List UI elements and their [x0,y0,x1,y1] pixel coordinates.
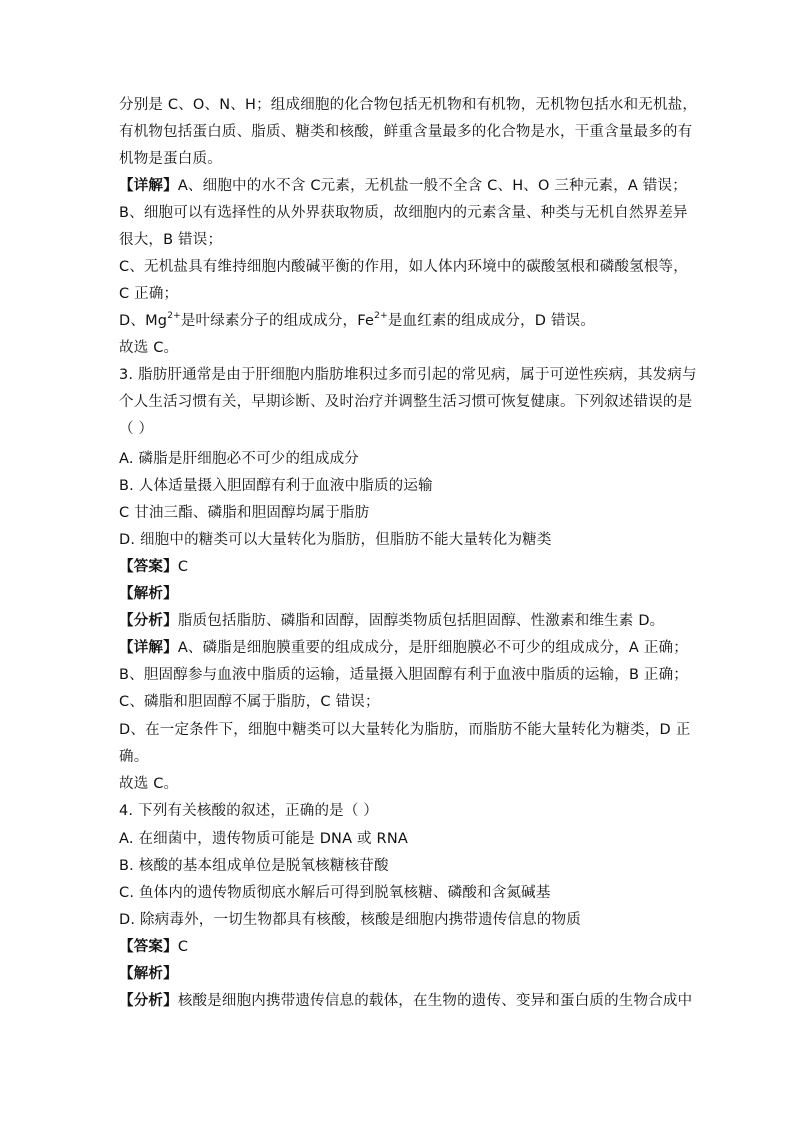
option-c: C. 鱼体内的遗传物质彻底水解后可得到脱氧核糖、磷酸和含氮碱基 [119,885,551,901]
section-label: 【分析】 [119,613,178,629]
question-3-stem: （ ） [119,421,154,437]
section-label: 【详解】 [119,178,178,194]
option-a: A. 在细菌中，遗传物质可能是 DNA 或 RNA [119,831,408,847]
detail-line: 【详解】A、细胞中的水不含 C元素，无机盐一般不全含 C、H、O 三种元素，A 错误； [119,178,687,194]
analysis-heading [119,964,178,984]
text-line: 很大，B 错误； [119,232,223,248]
section-label: 【答案】 [119,559,178,575]
analysis-heading [119,584,178,604]
analysis-line: 【分析】核酸是细胞内携带遗传信息的载体，在生物的遗传、变异和蛋白质的生物合成中 [119,993,693,1009]
text-line: C、无机盐具有维持细胞内酸碱平衡的作用，如人体内环境中的碳酸氢根和磷酸氢根等， [119,259,688,275]
option-d: D. 除病毒外，一切生物都具有核酸，核酸是细胞内携带遗传信息的物质 [119,912,581,928]
text-line: B、胆固醇参与血液中脂质的运输，适量摄入胆固醇有利于血液中脂质的运输，B 正确； [119,667,689,683]
section-label: 【详解】 [119,640,178,656]
option-a: A. 磷脂是肝细胞必不可少的组成成分 [119,451,359,467]
option-d: D. 细胞中的糖类可以大量转化为脂肪，但脂肪不能大量转化为糖类 [119,532,552,548]
text-line: 机物是蛋白质。 [119,151,222,167]
text-line: B、细胞可以有选择性的从外界获取物质，故细胞内的元素含量、种类与无机自然界差异 [119,205,688,221]
question-3-stem: 3. 脂肪肝通常是由于肝细胞内脂肪堆积过多而引起的常见病，属于可逆性疾病，其发病与 [119,367,697,383]
option-b: B. 核酸的基本组成单位是脱氧核糖核苷酸 [119,858,389,874]
analysis-line: 【分析】脂质包括脂肪、磷脂和固醇，固醇类物质包括胆固醇、性激素和维生素 D。 [119,613,665,629]
section-label: 【答案】 [119,939,178,955]
text-line: 故选 C。 [119,340,179,356]
text-line: C 正确； [119,286,179,302]
text-line: 确。 [119,749,149,765]
detail-line: 【详解】A、磷脂是细胞膜重要的组成成分，是肝细胞膜必不可少的组成成分，A 正确； [119,640,688,656]
section-label: 【分析】 [119,993,178,1009]
text-line: D、$Mg^{2+}$是叶绿素分子的组成成分，$Fe^{2+}$是血红素的组成成分，D 错误。 [119,311,596,329]
answer-line: 【答案】C [119,939,189,955]
text-line: C、磷脂和胆固醇不属于脂肪，C 错误； [119,694,380,710]
answer-line: 【答案】C [119,559,189,575]
option-b: B. 人体适量摄入胆固醇有利于血液中脂质的运输 [119,478,433,494]
question-3-stem: 个人生活习惯有关，早期诊断、及时治疗并调整生活习惯可恢复健康。下列叙述错误的是 [119,394,693,410]
section-label: 【解析】 [119,966,178,982]
section-label: 【解析】 [119,586,178,602]
option-c: C 甘油三酯、磷脂和胆固醇均属于脂肪 [119,505,370,521]
question-4-stem: 4. 下列有关核酸的叙述，正确的是（ ） [119,803,379,819]
text-line: 分别是 C、O、N、H；组成细胞的化合物包括无机物和有机物，无机物包括水和无机盐， [119,97,698,113]
text-line: 有机物包括蛋白质、脂质、糖类和核酸，鲜重含量最多的化合物是水，干重含量最多的有 [119,124,693,140]
text-line: D、在一定条件下，细胞中糖类可以大量转化为脂肪，而脂肪不能大量转化为糖类，D 正 [119,722,691,738]
text-line: 故选 C。 [119,776,179,792]
